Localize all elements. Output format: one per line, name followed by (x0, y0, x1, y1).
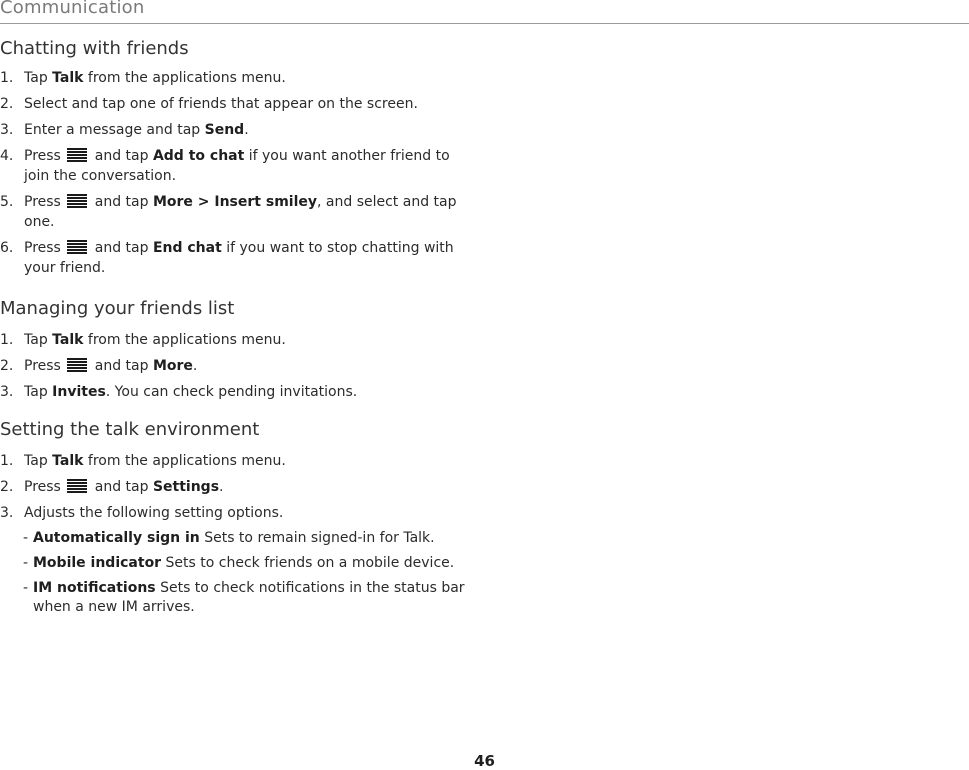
section-title: Setting the talk environment (0, 419, 260, 440)
menu-icon (67, 240, 87, 255)
list-item: 3. Adjusts the following setting options. (0, 505, 284, 521)
list-item: 4. Press and tap Add to chat if you want another friend to join the conversation. (0, 148, 450, 184)
menu-icon (67, 194, 87, 209)
menu-icon (67, 148, 87, 163)
section-chatting (0, 38, 470, 278)
menu-icon (67, 479, 87, 494)
list-item: 3. Enter a message and tap Send. (0, 122, 249, 138)
list-item: 1. Tap Talk from the applications menu. (0, 453, 286, 469)
option-item: - Automatically sign in Sets to remain signed-in for Talk. (23, 530, 435, 546)
section-talk-environment (0, 419, 470, 617)
list-item: 2. Select and tap one of friends that appear on the screen. (0, 96, 418, 112)
menu-icon (67, 358, 87, 373)
option-item: - Mobile indicator Sets to check friends on a mobile device. (23, 555, 455, 571)
option-item: - IM notifications Sets to check notifications in the status bar when a new IM arrives. (23, 580, 465, 615)
list-item: 2. Press and tap Settings. (0, 479, 224, 495)
list-item: 2. Press and tap More. (0, 358, 198, 374)
list-item: 5. Press and tap More > Insert smiley, and select and tap one. (0, 194, 457, 230)
list-item: 1. Tap Talk from the applications menu. (0, 332, 286, 348)
list-item: 6. Press and tap End chat if you want to stop chatting with your friend. (0, 240, 454, 276)
section-title: Chatting with friends (0, 38, 189, 59)
header-divider (0, 23, 969, 24)
list-item: 3. Tap Invites. You can check pending invitations. (0, 384, 358, 400)
section-friends-list (0, 298, 470, 402)
list-item: 1. Tap Talk from the applications menu. (0, 70, 286, 86)
section-title: Managing your friends list (0, 298, 235, 319)
page-header-title: Communication (0, 0, 145, 18)
page-number: 46 (474, 752, 495, 770)
